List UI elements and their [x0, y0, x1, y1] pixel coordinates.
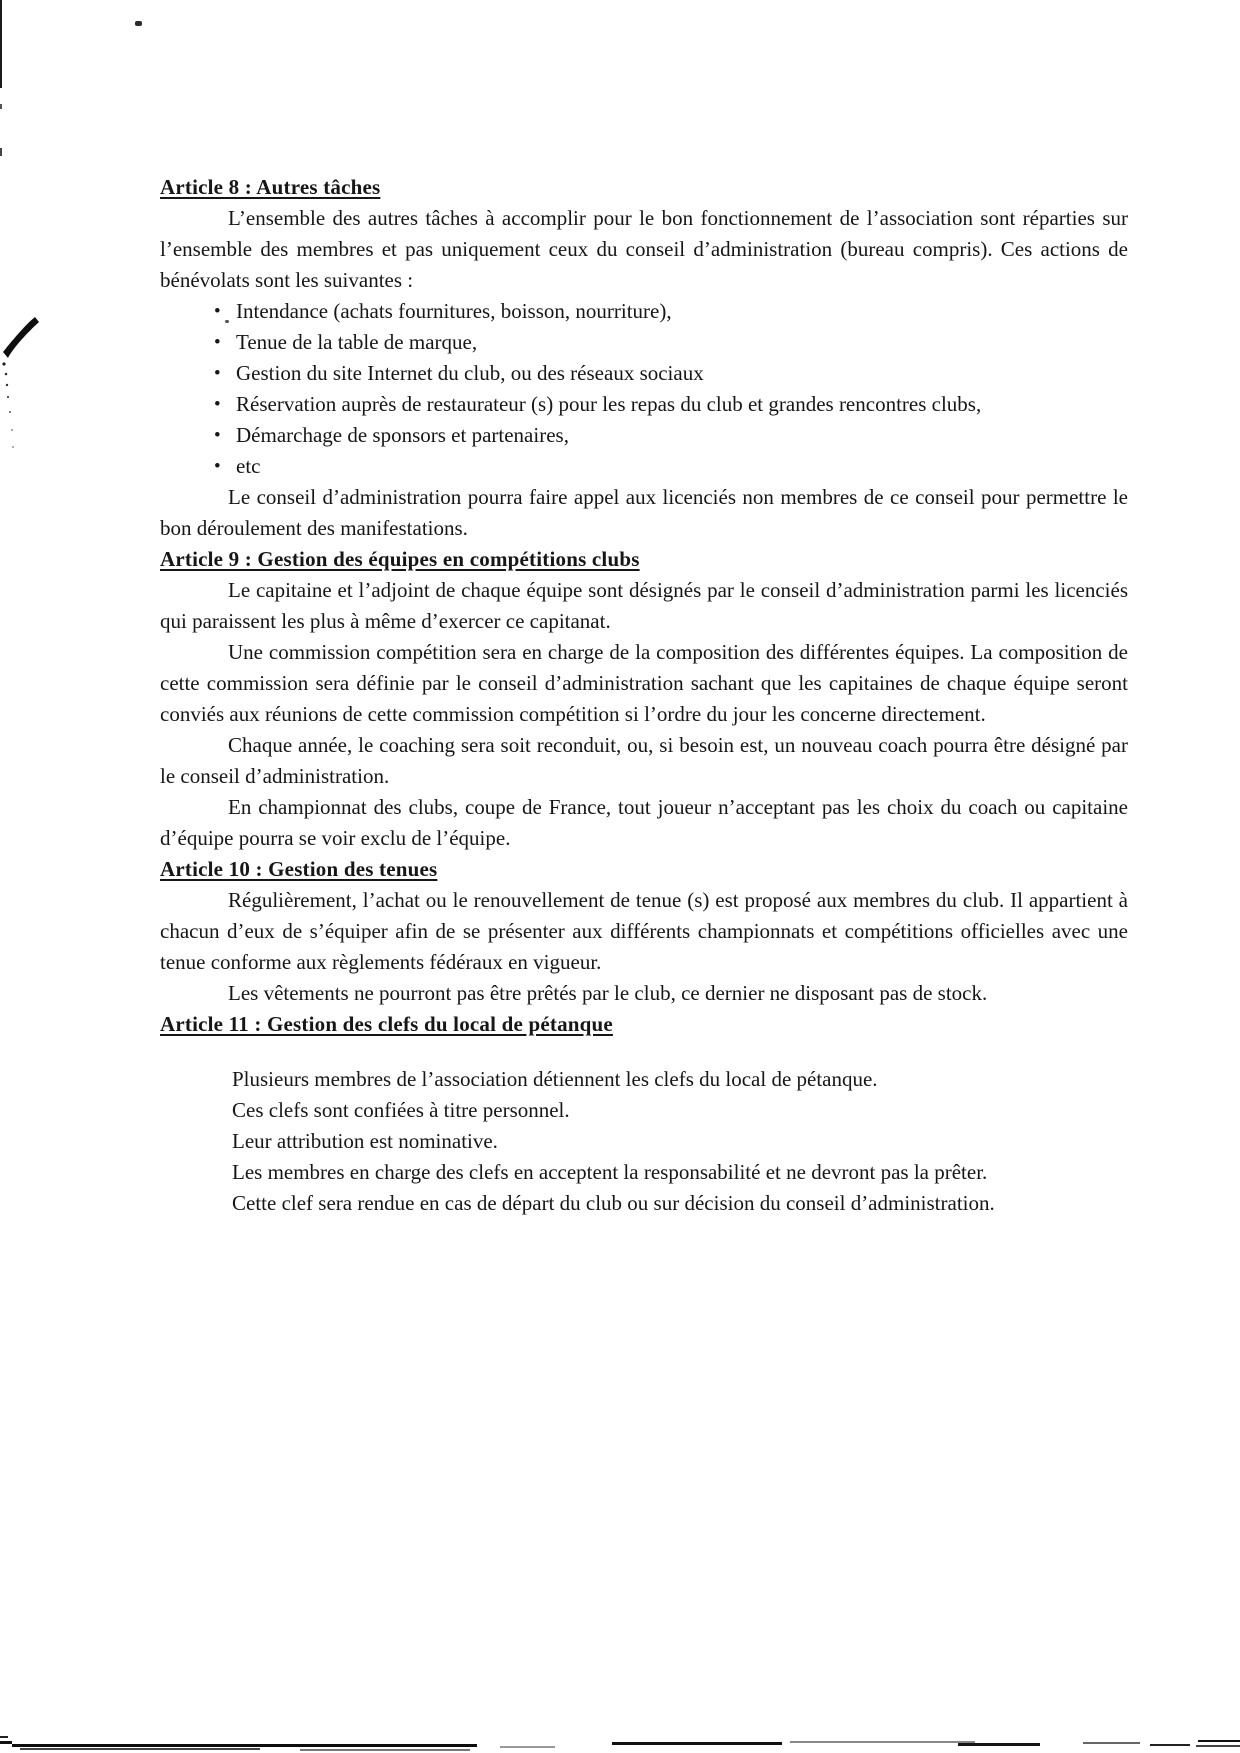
bullet-item: • Réservation auprès de restaurateur (s) pour les repas du club et grandes rencontres clubs,: [236, 389, 1128, 420]
text-line: Leur attribution est nominative.: [232, 1129, 498, 1153]
article-11-heading: Article 11 : Gestion des clefs du local de pétanque: [160, 1012, 613, 1036]
text-line: Les membres en charge des clefs en acceptent la responsabilité et ne devront pas la prêter.: [232, 1160, 988, 1184]
article-8-intro: L’ensemble des autres tâches à accomplir pour le bon fonctionnement de l’association sont réparties sur l’ensemble des membres et pas uniquement ceux du conseil d’administration (bureau compris). Ces actions de bénévolats sont les suivantes :: [160, 206, 1128, 292]
article-8-closing: Le conseil d’administration pourra faire appel aux licenciés non membres de ce conseil pour permettre le bon déroulement des manifestations.: [160, 485, 1128, 540]
text-line: Ces clefs sont confiées à titre personnel.: [232, 1098, 570, 1122]
scan-speck: [135, 21, 142, 26]
bullet-item: • Démarchage de sponsors et partenaires,: [236, 420, 1128, 451]
article-10-heading: Article 10 : Gestion des tenues: [160, 857, 438, 881]
text-line: Plusieurs membres de l’association détiennent les clefs du local de pétanque.: [232, 1067, 878, 1091]
article-8-section: [160, 172, 1128, 544]
article-9-paragraph-2: Une commission compétition sera en charge de la composition des différentes équipes. La composition de cette commission sera définie par le conseil d’administration sachant que les capitaines de chaque équipe seront conviés aux réunions de cette commission compétition si l’ordre du jour les concerne directement.: [160, 640, 1128, 726]
scan-edge-line: [0, 0, 2, 88]
article-11-section: [160, 1009, 1128, 1219]
article-9-paragraph-1: Le capitaine et l’adjoint de chaque équipe sont désignés par le conseil d’administration parmi les licenciés qui paraissent les plus à même d’exercer ce capitanat.: [160, 578, 1128, 633]
article-10-paragraph-2: Les vêtements ne pourront pas être prêtés par le club, ce dernier ne disposant pas de stock.: [228, 981, 988, 1005]
article-9-paragraph-3: Chaque année, le coaching sera soit reconduit, ou, si besoin est, un nouveau coach pourra être désigné par le conseil d’administration.: [160, 733, 1128, 788]
article-8-heading: Article 8 : Autres tâches: [160, 175, 381, 199]
article-9-section: [160, 544, 1128, 854]
pen-mark: [0, 312, 44, 462]
bullet-item: • Intendance (achats fournitures, boisson, nourriture),: [236, 296, 1128, 327]
document-content: [160, 172, 1128, 1219]
bullet-item: • Gestion du site Internet du club, ou des réseaux sociaux: [236, 358, 1128, 389]
scan-speck: [0, 148, 2, 156]
article-10-section: [160, 854, 1128, 1009]
article-10-paragraph-1: Régulièrement, l’achat ou le renouvellement de tenue (s) est proposé aux membres du club. Il appartient à chacun d’eux de s’équiper afin de se présenter aux différents championnats et compétitions officielles avec une tenue conforme aux règlements fédéraux en vigueur.: [160, 888, 1128, 974]
bullet-item: • Tenue de la table de marque,: [236, 327, 1128, 358]
article-9-heading: Article 9 : Gestion des équipes en compétitions clubs: [160, 547, 640, 571]
article-8-bullet-list: [236, 296, 1128, 482]
article-9-paragraph-4: En championnat des clubs, coupe de France, tout joueur n’acceptant pas les choix du coach ou capitaine d’équipe pourra se voir exclu de l’équipe.: [160, 795, 1128, 850]
article-11-lines: [232, 1064, 1128, 1219]
scan-speck: [0, 104, 2, 109]
bullet-item: • etc: [236, 451, 1128, 482]
text-line: Cette clef sera rendue en cas de départ du club ou sur décision du conseil d’administration.: [232, 1191, 995, 1215]
